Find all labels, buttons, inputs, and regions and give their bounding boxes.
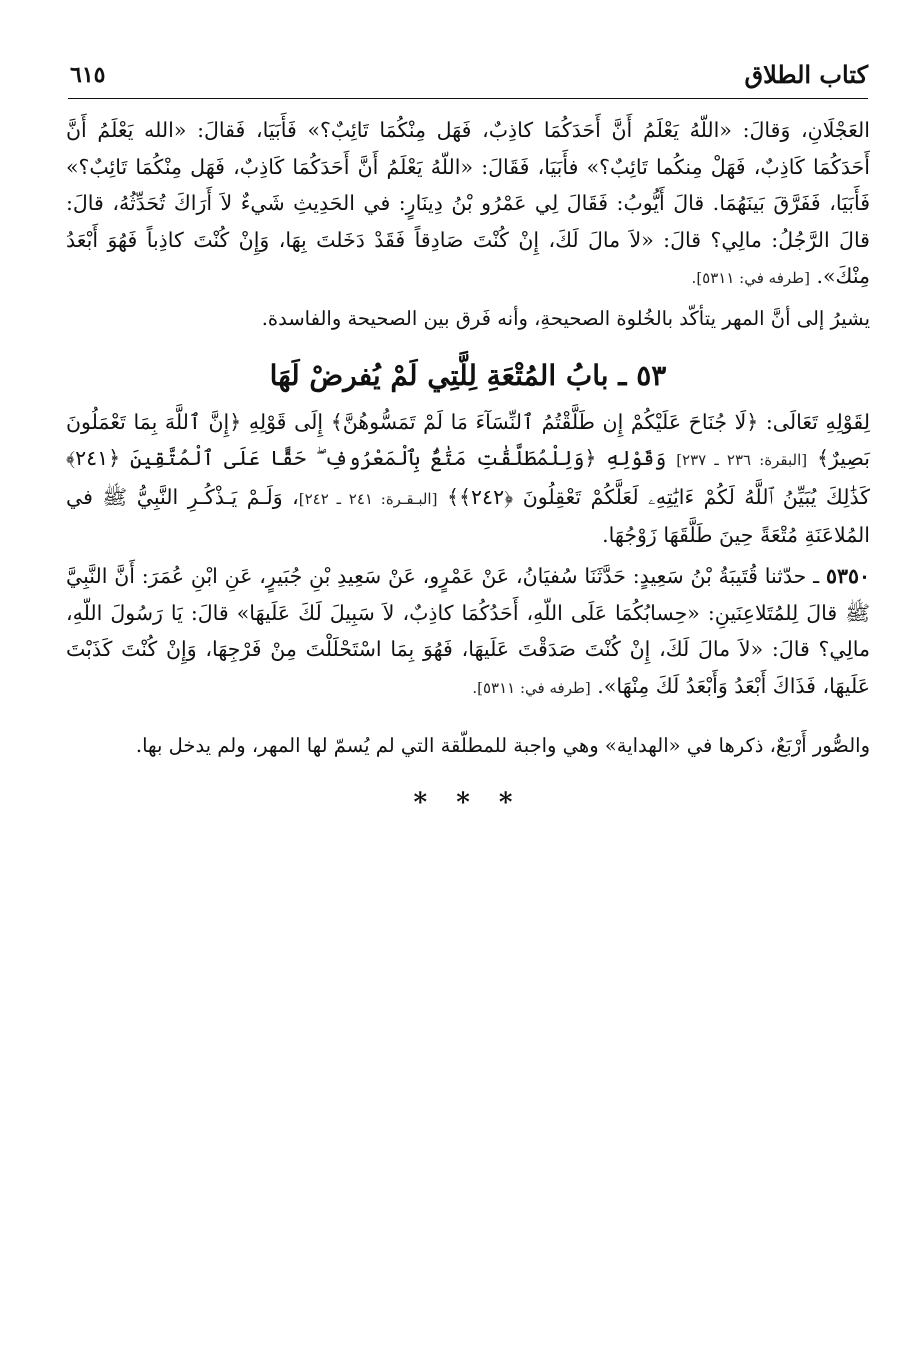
chapter-heading: ٥٣ ـ بابُ المُتْعَةِ لِلَّتِي لَمْ يُفرضْ لَهَا: [269, 358, 667, 392]
chapter-text-paragraph: [66, 404, 870, 554]
page-body: [66, 112, 870, 822]
page-header: [68, 52, 868, 99]
hadith-text: ـ حدّثنا قُتَيبَةُ بْنُ سَعِيدٍ: حَدَّثَنَا سُفيَانُ، عَنْ عَمْرٍو، عَنْ سَعِيدِ بْنِ جُبَيرٍ، عَنِ ابْنِ عُمَرَ: أَنَّ النَّبِيَّ ﷺ قالَ لِلمُتَلاعِنَينِ: «حِسابُكُمَا عَلَى اللّهِ، أَحَدُكُمَا كاذِبٌ، لاَ سَبِيلَ لَكَ عَلَيهَا» قالَ: يَا رَسُولَ اللّهِ، مالِي؟ قالَ: «لاَ مالَ لَكَ، إِنْ كُنْتَ صَدَقْتَ عَلَيهَا، فَهُوَ بِمَا اسْتَحْلَلْتَ مِنْ فَرْجِهَا، وَإِنْ كُنْتَ كَذَبْتَ عَلَيهَا، فَذَاكَ أَبْعَدُ وَأَبْعَدُ لَكَ مِنْهَا».: [66, 563, 870, 698]
hadith-number: ٥٣٥٠: [825, 563, 870, 588]
chapter-quran-reference-2: [البـقـرة: ٢٤١ ـ ٢٤٢]: [298, 489, 438, 508]
chapter-quran-reference-1: [البقرة: ٢٣٦ ـ ٢٣٧]: [676, 451, 808, 470]
hadith-continuation-text: العَجْلَانِ، وَقالَ: «اللّهُ يَعْلَمُ أَنَّ أَحَدَكُمَا كاذِبٌ، فَهَل مِنْكُمَا تَائِبٌ؟» فَأَبَيَا، فَقالَ: «الله يَعْلَمُ أَنَّ أَحَدَكُمَا كَاذِبٌ، فَهَلْ مِنكُما تَائِبٌ؟» فأَبَيَا، فَقَالَ: «اللّهُ يَعْلَمُ أَنَّ أَحَدَكُمَا كَاذِبٌ، فَهَل مِنْكُمَا تَائِبٌ؟» فَأَبَيَا، فَفَرَّقَ بَينَهُمَا. قالَ أَيُّوبُ: فَقَالَ لِي عَمْرُو بْنُ دِينَارٍ: في الحَدِيثِ شَيءٌ لاَ أَرَاكَ تُحَدِّثُهُ، قالَ: قالَ الرَّجُلُ: مالِي؟ قالَ: «لاَ مالَ لَكَ، إِنْ كُنْتَ صَادِقاً فَقَدْ دَخَلتَ بِهَا، وَإِنْ كُنْتَ كاذِباً فَهُوَ أَبْعَدُ مِنْكَ».: [66, 118, 870, 289]
page-number: ٦١٥: [70, 62, 106, 88]
hadith-reference: [طرفه في: ٥٣١١].: [472, 678, 591, 697]
chapter-text-part-a: لِقَوْلِهِ تَعَالَى: ﴿لَا جُنَاحَ عَلَيْكُمْ إِن طَلَّقْتُمُ ٱلنِّسَآءَ مَا لَمْ تَمَسُّوهُنَّ﴾ إِلَى قَوْلِهِ ﴿إِنَّ ٱللَّهَ بِمَا تَعْمَلُونَ بَصِيرٌ﴾: [66, 409, 870, 471]
chapter-text-part-b: وَقَوْلِهِ ﴿وَلِلْمُطَلَّقَٰتِ مَتَٰعٌۢ بِٱلْمَعْرُوفِ ۖ حَقًّا عَلَى ٱلْمُتَّقِينَ ﴿٢٤١﴾ كَذَٰلِكَ يُبَيِّنُ ٱللَّهُ لَكُمْ ءَايَٰتِهِۦ لَعَلَّكُمْ تَعْقِلُونَ ﴿٢٤٢﴾﴾: [66, 446, 870, 509]
section-separator: * * *: [413, 787, 523, 818]
chapter-text-part-c: ، وَلَـمْ يَـذْكُـرِ النَّبِيُّ ﷺ في المُلاعَنَةِ مُتْعَةً حِينَ طَلَّقَهَا زَوْجُهَا.: [66, 484, 870, 548]
closing-commentary-paragraph: والصُّور أَرْبَعٌ، ذكرها في «الهداية» وهي واجبة للمطلّقة التي لم يُسمّ لها المهر، ولم يدخل بها.: [135, 734, 870, 758]
running-title: كتاب الطلاق: [744, 60, 868, 89]
hadith-continuation-paragraph: [66, 112, 870, 297]
commentary-paragraph: يشيرُ إلى أنَّ المهر يتأكّد بالخُلوة الصحيحةِ، وأنه فَرق بين الصحيحة والفاسدة.: [261, 306, 870, 330]
hadith-paragraph: [66, 558, 870, 706]
hadith-continuation-reference: [طرفه في: ٥٣١١].: [691, 269, 810, 288]
